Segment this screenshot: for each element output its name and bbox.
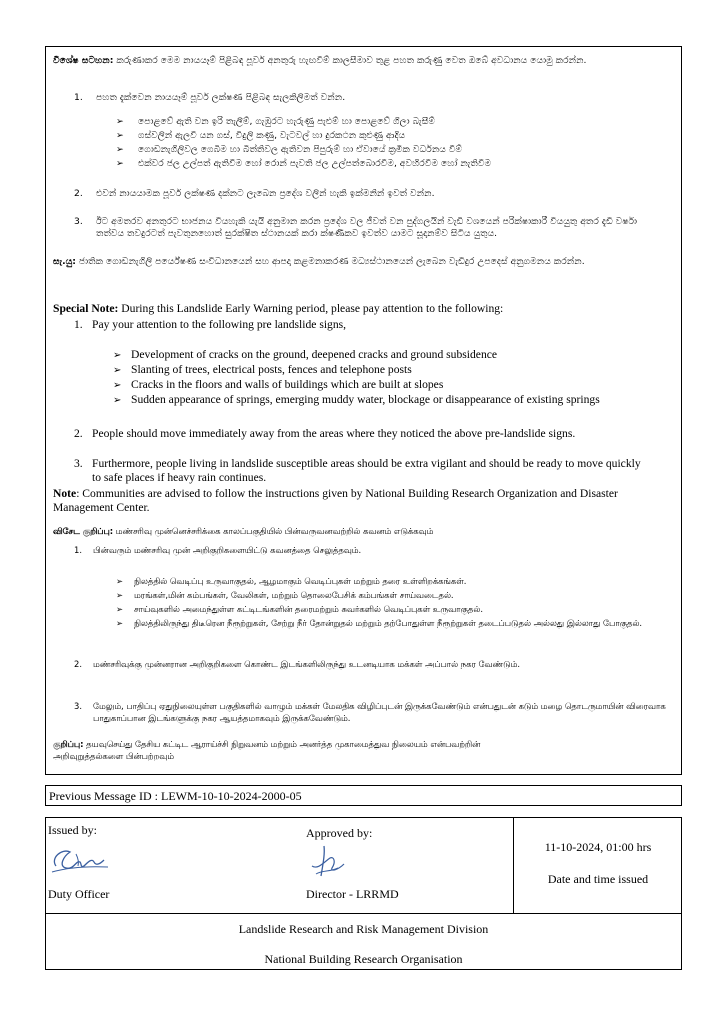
- sinhala-note-label: සැ.යු:: [53, 256, 76, 267]
- tamil-sign-3: சாய்வுகளில் அமைந்துள்ள கட்டிடங்களின் தரைமற்றும் சுவர்களில் வெடிப்புகள் உருவாகுதல்.: [134, 604, 483, 614]
- tamil-note-text: தயவுசெய்து தேசிய கட்டிட ஆராய்ச்சி நிறுவனம் மற்றும் அனர்த்த முகாமைத்துவ நிலையம் என்பவற்றின் அறிவுறுத்தல்களை பின்பற்றவும்: [53, 739, 481, 761]
- duty-officer-role: Duty Officer: [48, 887, 110, 901]
- tamil-bullet-icon: ➢: [116, 576, 124, 586]
- sinhala-sign-1: පොළවේ ඇති වන ඉරි තැලීම්, ගැඹුරට හැරුණු පැළුම් හා පොළවේ ගිලා බැසීම්: [138, 116, 435, 127]
- tamil-item-3: மேலும், பாதிப்பு ஏதுநிலையுள்ள பகுதிகளில் வாழும் மக்கள் மேலதிக விழிப்புடன் இருக்கவேண்டும் என்பதுடன் கடும் மழை தொடருமாயின் விரைவாக பாதுகாப்பான இடங்களுக்கு நகர ஆயத்தமாகவும் இருக்கவேண்டும்.: [93, 701, 666, 723]
- english-note: [53, 487, 653, 515]
- english-bullet-icon: ➢: [113, 380, 122, 391]
- tamil-sign-1: நிலத்தில் வெடிப்பு உருவாகுதல், ஆழமாகும் வெடிப்புகள் மற்றும் தரை உள்ளிறக்கங்கள்.: [134, 576, 467, 586]
- english-item-number-3: 3.: [74, 457, 83, 470]
- sinhala-bullet-icon: ➢: [116, 116, 124, 127]
- tamil-heading: விசேட குறிப்பு:: [53, 526, 114, 536]
- english-note-label: Note: [53, 487, 77, 500]
- sinhala-item-number-3: 3.: [74, 216, 83, 227]
- tamil-item-number-1: 1.: [74, 545, 82, 555]
- division-name: Landslide Research and Risk Management Division: [238, 922, 489, 936]
- english-note-text: : Communities are advised to follow the instructions given by National Building Research Organization and Disaster Management Center.: [53, 487, 618, 514]
- tamil-intro: [53, 526, 675, 538]
- english-bullet-icon: ➢: [113, 350, 122, 361]
- sinhala-item-3: ඊට අමතරව අනතුරට භාජනය වියහැකි යැයි අනුමාන කරන ප්‍රදේශ වල ජීවත් වන පුද්ගලයින් වැඩි වශයෙන් පරික්ෂාකාරී වියයුතු අතර දැඩි වර්ෂා තත්වය තවදුරටත් පැවතුනහොත් සුරක්ෂිත ස්ථානයක් කරා ක්ෂණිකව ඉවත්ව යාමට සූදානම්ව සිටිය යුතුය.: [96, 216, 638, 240]
- sinhala-bullet-icon: ➢: [116, 144, 124, 155]
- tamil-item-1: பின்வரும் மண்சரிவு முன் அறிகுறிகளையிட்டு கவனத்தை செலுத்தவும்.: [93, 545, 362, 555]
- sinhala-sign-3: ගොඩනැගිලිවල ගෙබිම හා බිත්තිවල ඇතිවන පිපුරුම් හා ඒවායේ ක්‍රමික වර්ධනය වීම්: [138, 144, 463, 155]
- director-role: Director - LRRMD: [306, 887, 399, 901]
- sinhala-sign-4: එක්වර ජල උල්පත් ඇතිවීම හෝ රොන් පැවති ජල උල්පත්බොරවීම, අවහිරවීම හෝ නැතිවීම: [138, 158, 492, 169]
- tamil-sign-4: நிலத்திலிருந்து திடீரென நீரூற்றுகள், சேற்று நீர் தோன்றுதல் மற்றும் தற்போதுள்ள நீரூற்றுகள் தடைப்படுதல் அல்லது இல்லாது போகுதல்.: [134, 618, 643, 628]
- english-item-number-2: 2.: [74, 427, 83, 440]
- english-sign-4: Sudden appearance of springs, emerging muddy water, blockage or disappearance of existing springs: [131, 393, 600, 406]
- sinhala-item-1: පහත දැක්වෙන නායයෑම් පූර්ව ලක්ෂණ පිළිබඳ සැලකිලිමත් වන්න.: [96, 92, 346, 103]
- duty-officer-signature: [46, 840, 112, 880]
- english-heading: Special Note:: [53, 302, 119, 315]
- previous-message-id: Previous Message ID : LEWM-10-10-2024-2000-05: [49, 789, 302, 803]
- sinhala-item-2: එවන් නායයාමක පූර්ව ලක්ෂණ දක්නට ලැබෙන ප්‍රදේශ වලින් හැකි ඉක්මනින් ඉවත් වන්න.: [96, 188, 435, 199]
- english-intro: [53, 302, 675, 316]
- sinhala-heading: විශේෂ සටහන:: [53, 55, 114, 66]
- tamil-bullet-icon: ➢: [116, 618, 124, 628]
- issued-by-label: Issued by:: [48, 823, 97, 837]
- tamil-sign-2: மரங்கள்,மின் கம்பங்கள், வேலிகள், மற்றும் தொலைபேசிக் கம்பங்கள் சாய்வடைதல்.: [134, 590, 454, 600]
- tamil-item-number-2: 2.: [74, 659, 82, 669]
- english-sign-1: Development of cracks on the ground, deepened cracks and ground subsidence: [131, 348, 498, 361]
- tamil-item-2: மண்சரிவுக்கு முன்னரான அறிகுறிகளை கொண்ட இடங்களிலிருந்து உடனடியாக மக்கள் அப்பால் நகர வேண்டும்.: [93, 659, 520, 669]
- tamil-note: [53, 739, 553, 762]
- tamil-intro-text: மண்சரிவு முன்னெச்சரிக்கை காலப்பகுதியில் பின்வருவனவற்றில் கவனம் எடுக்கவும்: [113, 526, 434, 536]
- english-sign-2: Slanting of trees, electrical posts, fences and telephone posts: [131, 363, 412, 376]
- tamil-bullet-icon: ➢: [116, 604, 124, 614]
- approved-by-label: Approved by:: [306, 826, 373, 840]
- english-item-3: Furthermore, people living in landslide susceptible areas should be extra vigilant and should be ready to move quickly to safe places if heavy rain continues.: [92, 457, 641, 484]
- english-item-1: Pay your attention to the following pre landslide signs,: [92, 318, 347, 331]
- tamil-note-label: குறிப்பு:: [53, 739, 84, 749]
- previous-message-box: [45, 785, 682, 806]
- organisation-name: National Building Research Organisation: [264, 952, 463, 966]
- sinhala-item-number-1: 1.: [74, 92, 83, 103]
- english-intro-text: During this Landslide Early Warning period, please pay attention to the following:: [118, 302, 504, 315]
- sinhala-bullet-icon: ➢: [116, 158, 124, 169]
- english-item-number-1: 1.: [74, 318, 83, 331]
- sinhala-item-number-2: 2.: [74, 188, 83, 199]
- director-signature: [308, 844, 348, 880]
- english-bullet-icon: ➢: [113, 395, 122, 406]
- sinhala-note-text: ජාතික ගොඩනැගිලි පර්යේෂණ සංවිධානයෙන් සහ ආපදා කළමනාකරණ මධ්‍යස්ථානයෙන් ලැබෙන වැඩිදුර උපදෙස් අනුගමනය කරන්න.: [75, 256, 585, 267]
- tamil-bullet-icon: ➢: [116, 590, 124, 600]
- english-bullet-icon: ➢: [113, 365, 122, 376]
- sinhala-sign-2: ගස්වලින් ඇලවී යන ගස්, විදුලි කණු, වැටවල් හා දුරකථන කුළුණු ආදිය: [138, 130, 406, 141]
- sinhala-intro: [53, 55, 675, 67]
- sinhala-intro-text: කරුණාකර මෙම නායයෑම් පිළිබඳ පූර්ව අනතුරු හැඟවීම් කාලසීමාව තුළ පහත කරුණු වෙත ඔබේ අවධානය යොමු කරන්න.: [113, 55, 587, 66]
- sinhala-note: [53, 256, 673, 268]
- english-sign-3: Cracks in the floors and walls of buildings which are built at slopes: [131, 378, 444, 391]
- datetime-label: Date and time issued: [547, 872, 649, 886]
- table-divider: [513, 817, 514, 914]
- english-item-2: People should move immediately away from the areas where they noticed the above pre-landslide signs.: [92, 427, 576, 440]
- sinhala-bullet-icon: ➢: [116, 130, 124, 141]
- issue-datetime: 11-10-2024, 01:00 hrs: [544, 840, 652, 854]
- tamil-item-number-3: 3.: [74, 701, 82, 711]
